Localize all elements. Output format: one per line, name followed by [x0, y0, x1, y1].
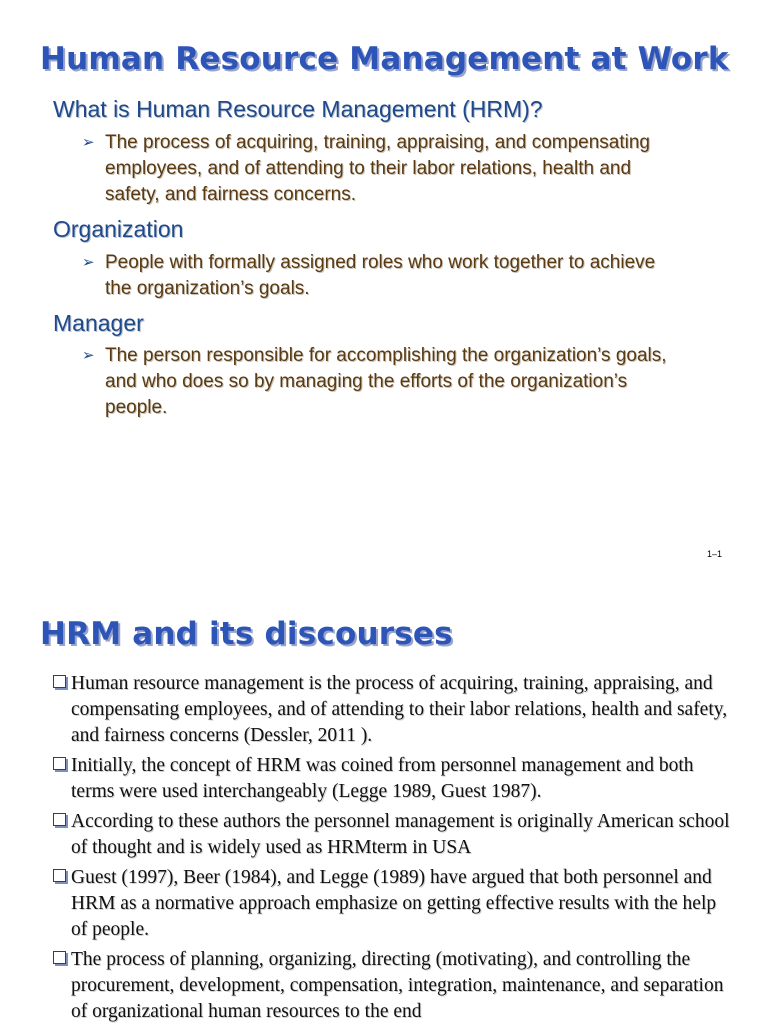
arrowhead-icon: ➢ [82, 254, 95, 271]
bullet-text: People with formally assigned roles who work together to achieve the organization’s goals. [105, 252, 656, 299]
list-item [52, 753, 732, 805]
section-bullet-organization [82, 250, 682, 302]
slide-number: 1–1 [707, 549, 723, 559]
bullet-text: According to these authors the personnel management is originally American school of thought and is widely used as HRMterm in USA [71, 811, 730, 858]
list-item [52, 809, 732, 861]
bullet-text: The person responsible for accomplishing the organization’s goals, and who does so by managing the efforts of the organization’s people. [105, 345, 667, 418]
bullet-list [52, 671, 732, 1029]
list-item [52, 865, 732, 943]
slide-title: HRM and its discourses [40, 616, 453, 652]
section-bullet-manager [82, 343, 682, 421]
slide-title: Human Resource Management at Work [40, 41, 729, 77]
section-heading-manager: Manager [53, 310, 144, 336]
bullet-text: The process of planning, organizing, directing (motivating), and controlling the procurement, development, compensation, integration, maintenance, and separation of organizational human resources to the end [71, 949, 724, 1022]
bullet-text: Guest (1997), Beer (1984), and Legge (1989) have argued that both personnel and HRM as a normative approach emphasize on getting effective results with the help of people. [71, 867, 717, 940]
arrowhead-icon: ➢ [82, 347, 95, 364]
section-bullet-hrm [82, 130, 682, 208]
square-bullet-icon [53, 813, 66, 826]
slide-2 [0, 580, 768, 1024]
square-bullet-icon [53, 757, 66, 770]
section-heading-organization: Organization [53, 216, 184, 242]
square-bullet-icon [53, 951, 66, 964]
bullet-text: Initially, the concept of HRM was coined from personnel management and both terms were used interchangeably (Legge 1989, Guest 1987). [71, 755, 694, 802]
square-bullet-icon [53, 675, 66, 688]
square-bullet-icon [53, 869, 66, 882]
list-item [52, 947, 732, 1025]
list-item [52, 671, 732, 749]
section-heading-hrm: What is Human Resource Management (HRM)? [53, 96, 543, 122]
bullet-text: Human resource management is the process of acquiring, training, appraising, and compensating employees, and of attending to their labor relations, health and safety, and fairness concerns (Dessler, 2011 ). [71, 673, 728, 746]
bullet-text: The process of acquiring, training, appraising, and compensating employees, and of attending to their labor relations, health and safety, and fairness concerns. [105, 132, 650, 205]
arrowhead-icon: ➢ [82, 134, 95, 151]
